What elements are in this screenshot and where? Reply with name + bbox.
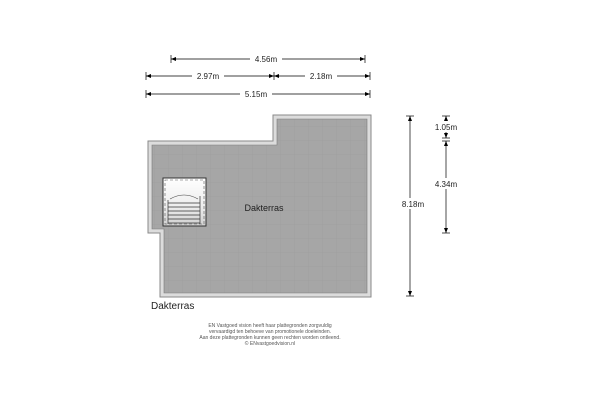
dimension-label: 1.05m	[434, 123, 458, 132]
dimension-height-segments	[442, 116, 450, 233]
dimension-label: 8.18m	[401, 200, 425, 209]
disclaimer-line: vervaardigd ten behoeve van promotionele doeleinden.	[208, 329, 332, 335]
disclaimer-line: EN Vastgoed vision heeft haar plattegronden zorgvuldig	[208, 323, 332, 329]
room-label: Dakterras	[244, 203, 284, 213]
dimension-label: 2.97m	[196, 72, 220, 81]
dimension-label: 2.18m	[309, 72, 333, 81]
dimension-label: 4.34m	[434, 180, 458, 189]
dimension-label: 4.56m	[254, 55, 278, 64]
stair-opening	[163, 178, 206, 226]
disclaimer	[160, 323, 380, 347]
floor-label: Dakterras	[151, 301, 195, 312]
dimension-label: 5.15m	[244, 90, 268, 99]
disclaimer-line: Aan deze plattegronden kunnen geen rechten worden ontleend.	[199, 335, 341, 341]
disclaimer-line: © ENvastgoedvision.nl	[244, 341, 296, 347]
